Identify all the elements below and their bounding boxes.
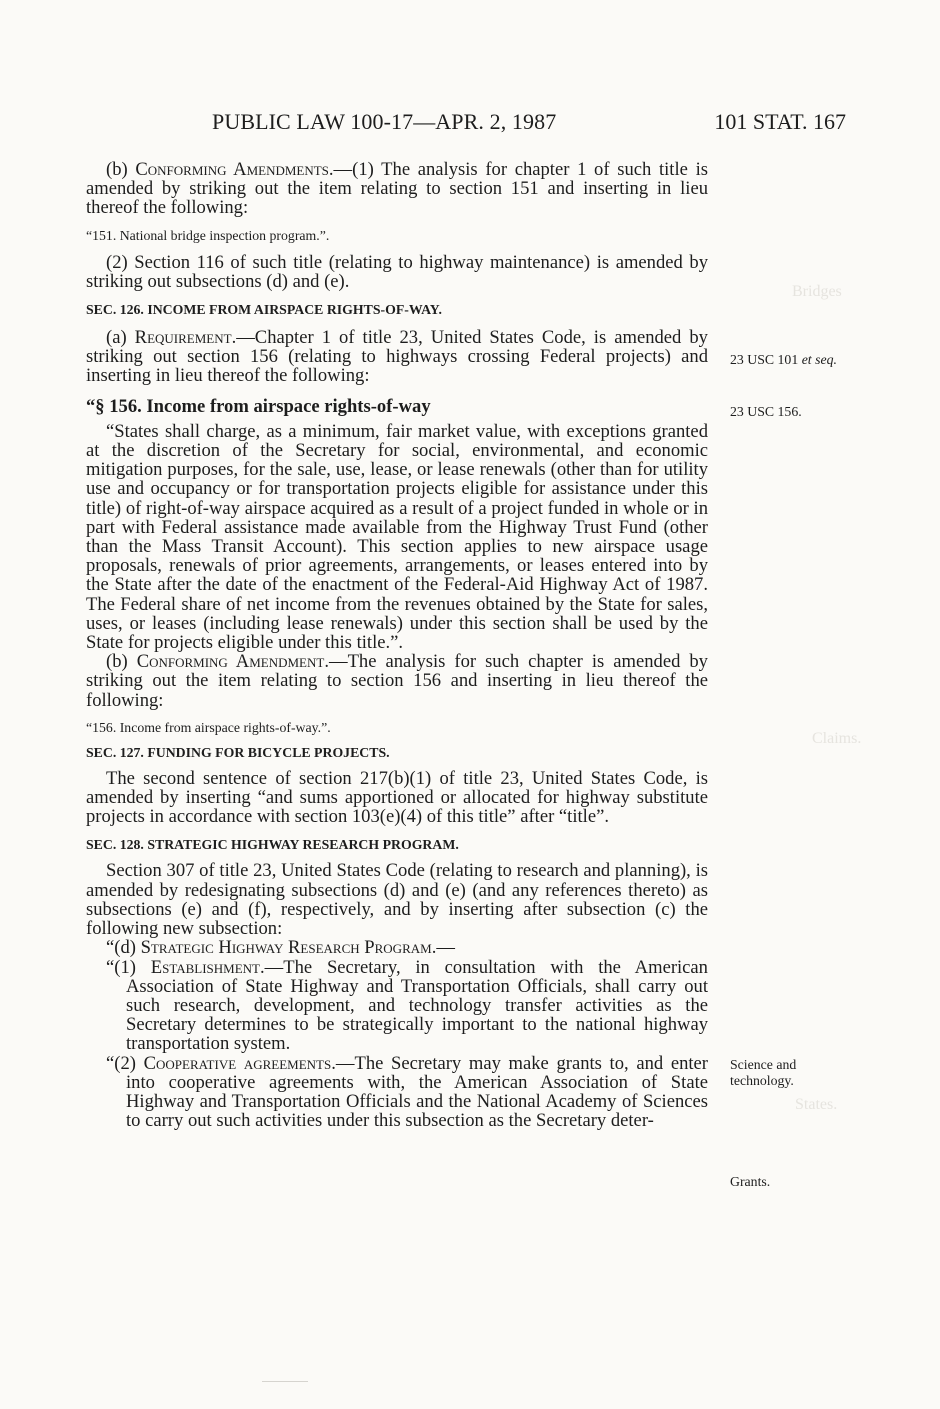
margin-note-23-usc-156: 23 USC 156. — [730, 404, 802, 419]
paragraph-b-conforming-amendments: (b) Conforming Amendments.—(1) The analysis for chapter 1 of such title is amended by striking out the item relating to section 151 and inserting in lieu thereof the following: — [86, 159, 708, 219]
subsection-d-heading: “(d) Strategic Highway Research Program.— — [106, 937, 455, 959]
paragraph-d1-establishment: “(1) Establishment.—The Secretary, in consultation with the American Association of State Highway and Transportation Officials, shall carry out such research, development, and technology transfer activities as the Secretary determines to be strategically important to the national highway transportation system. — [106, 956, 708, 1055]
page-header — [86, 109, 846, 143]
small-caps-heading: Conforming Amendments — [135, 159, 329, 180]
section-156-text: “States shall charge, as a minimum, fair market value, with exceptions granted at the discretion of the Secretary for social, environmental, and economic mitigation purposes, for the sale, use, lease, or lease renewals (other than for utility use and occupancy or for transportation projects eligible for assistance under this title) of right-of-way airspace acquired as a result of a project funded in whole or in part with Federal assistance made available from the Highway Trust Fund (other than the Mass Transit Account). This section applies to new airspace usage proposals, renewals of prior agreements, arrangements, or leases entered into by the State after the date of the enactment of the Federal-Aid Highway Act of 1987. The Federal share of net income from the revenues obtained by the State for sales, uses, or leases (including lease renewals) under this section shall be used by the State for projects eligible under this title.”. — [86, 420, 708, 654]
small-caps-heading: Conforming Amendment — [136, 651, 325, 673]
margin-note-science-technology: Science and technology. — [730, 1057, 797, 1088]
quoted-item: “151. National bridge inspection program.”. — [86, 227, 330, 243]
bleed-through-text: Bridges — [792, 283, 842, 300]
margin-note-grants: Grants. — [730, 1174, 771, 1189]
bottom-rule — [262, 1381, 308, 1382]
margin-note-23-usc-101: 23 USC 101 et seq. — [730, 352, 837, 367]
paragraph-b-conforming-amendment: (b) Conforming Amendment.—The analysis for such chapter is amended by striking out the item relating to section 156 and inserting in lieu thereof the following: — [86, 651, 708, 711]
paragraph-2: (2) Section 116 of such title (relating to highway maintenance) is amended by striking out subsections (d) and (e). — [86, 251, 708, 292]
section-heading-126: SEC. 126. INCOME FROM AIRSPACE RIGHTS-OF-WAY. — [86, 302, 442, 318]
paragraph-128: Section 307 of title 23, United States Code (relating to research and planning), is amended by redesignating subsections (d) and (e) (and any references thereto) as subsections (e) and (f), respectively, and by inserting after subsection (c) the following new subsection: — [86, 860, 708, 940]
bleed-through-text: States. — [795, 1096, 838, 1113]
paragraph-d2-cooperative-agreements: “(2) Cooperative agreements.—The Secretary may make grants to, and enter into cooperative agreements with, the American Association of State Highway and Transportation Officials and the National Academy of Sciences to carry out such activities under this subsection as the Secretary deter- — [106, 1052, 708, 1132]
paragraph-a-requirement: (a) Requirement.—Chapter 1 of title 23, United States Code, is amended by striking out section 156 (relating to highways crossing Federal projects) and inserting in lieu thereof the following: — [86, 327, 708, 387]
section-heading-127: SEC. 127. FUNDING FOR BICYCLE PROJECTS. — [86, 744, 390, 760]
quoted-item: “156. Income from airspace rights-of-way.”. — [86, 719, 331, 735]
small-caps-heading: Requirement — [134, 327, 232, 349]
small-caps-heading: Strategic Highway Research Program — [140, 937, 432, 959]
small-caps-heading: Cooperative agreements — [143, 1052, 332, 1074]
statute-page-number: 101 STAT. 167 — [714, 109, 846, 134]
paragraph-127: The second sentence of section 217(b)(1) of title 23, United States Code, is amended by inserting “and sums apportioned or allocated for highway substitute projects in accordance with section 103(e)(4) of this title” after “title”. — [86, 767, 708, 828]
small-caps-heading: Establishment — [150, 956, 260, 978]
document-body — [86, 160, 708, 1130]
section-heading-128: SEC. 128. STRATEGIC HIGHWAY RESEARCH PROGRAM. — [86, 837, 459, 853]
header-title: PUBLIC LAW 100-17—APR. 2, 1987 — [212, 109, 557, 134]
section-156-heading: “§ 156. Income from airspace rights-of-way — [86, 395, 431, 417]
bleed-through-text: Claims. — [812, 730, 862, 747]
